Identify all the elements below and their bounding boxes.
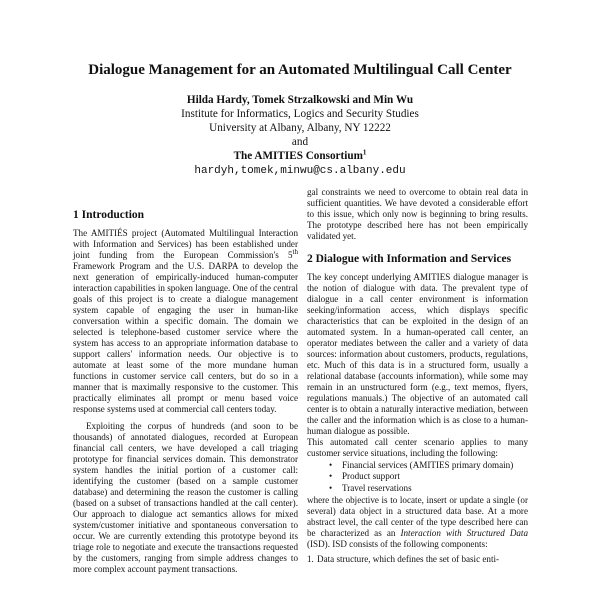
university-address: University at Albany, Albany, NY 12222 bbox=[209, 122, 391, 134]
intro-p1-text-b: Framework Program and the U.S. DARPA to develop the next generation of empirically-induced human-computer interaction capabilities in spoken language. One of the central goals of this project is to create a dialogue management system capable of engaging the user in human-like conversation within a specific domain. The domain we selected is telephone-based customer service where the system has access to an appropriate information database to support callers' information needs. Our objective is to automate at least some of the more mundane human functions in customer service call centers, but do so in a manner that is maximally responsive to the customer. This practically eliminates all prompt or menu based voice response systems used at commercial call centers today. bbox=[73, 261, 298, 414]
dialogue-paragraph-3: where the objective is to locate, insert or update a single (or several) data object in a structured data base. At a more abstract level, the call center of the type described here can be characterized as an Interaction with Structured Data (ISD). ISD consists of the following components: bbox=[307, 494, 529, 549]
author-block bbox=[0, 93, 600, 178]
author-email: hardyh,tomek,minwu@cs.albany.edu bbox=[194, 165, 406, 177]
section-heading-dialogue: 2 Dialogue with Information and Services bbox=[307, 253, 512, 265]
bullet-icon: • bbox=[329, 471, 333, 482]
paper-title: Dialogue Management for an Automated Multilingual Call Center bbox=[88, 62, 512, 78]
intro-p1-text-a: The AMITIÉS project (Automated Multilingual Interaction with Information and Services) has been established under joint funding from the European Commission's 5 bbox=[73, 228, 298, 260]
list-item: 1. Data structure, which defines the set of basic enti- bbox=[307, 553, 500, 564]
consortium-label: The AMITIES Consortium bbox=[233, 150, 363, 162]
and-separator: and bbox=[291, 136, 309, 148]
right-column bbox=[307, 187, 528, 565]
section-heading-introduction: 1 Introduction bbox=[73, 209, 145, 221]
intro-paragraph-2: Exploiting the corpus of hundreds (and soon to be thousands) of annotated dialogues, recorded at European financial call centers, we have developed a call triaging prototype for financial services domain. This demonstrator system handles the initial portion of a customer call: identifying the customer (based on a sample customer database) and determining the reason the customer is calling (based on a subset of transactions handled at the call center). Our approach to dialogue act semantics allows for mixed system/customer initiative and spontaneous conversation to occur. We are currently extending this prototype beyond its triage role to negotiate and execute the transactions requested by the customers, ranging from simple address changes to more complex account payment transactions. bbox=[73, 421, 298, 574]
bullet-icon: • bbox=[329, 460, 333, 470]
service-list bbox=[307, 460, 528, 494]
bullet-icon: • bbox=[329, 482, 333, 493]
isd-term: Interaction with Structured Data bbox=[400, 527, 529, 538]
left-column bbox=[73, 210, 298, 575]
consortium-name bbox=[0, 149, 600, 163]
intro-p1-superscript: th bbox=[292, 247, 298, 256]
list-item: • Product support bbox=[329, 471, 400, 482]
dialogue-paragraph-2: This automated call center scenario applies to many customer service situations, including the following: bbox=[307, 437, 528, 458]
consortium-footnote-mark: 1 bbox=[362, 148, 367, 157]
list-item: • Travel reservations bbox=[329, 482, 412, 493]
isd-components-list bbox=[307, 554, 528, 565]
dialogue-paragraph-1: The key concept underlying AMITIES dialogue manager is the notion of dialogue with data. The prevalent type of dialogue in a call center environment is information seeking/information access, which displays specific characteristics that can be exploited in the design of an automated system. In a human-operated call center, an operator mediates between the caller and a variety of data sources: information about customers, products, regulations, etc. Much of this data is in a structured form, usually a relational database (accounts information), while some may remain in an unstructured form (e.g., text memos, flyers, regulations manuals.) The objective of an automated call center is to obtain a naturally interactive mediation, between the caller and the information which is as close to a human-human dialogue as possible. bbox=[307, 272, 528, 436]
list-item: • Financial services (AMITIES primary domain) bbox=[329, 460, 514, 470]
intro-paragraph-1 bbox=[73, 228, 298, 415]
continued-paragraph: gal constraints we need to overcome to obtain real data in sufficient quantities. We have devoted a considerable effort to this issue, which only now is beginning to bring results. The prototype described here has not been empirically validated yet. bbox=[307, 187, 528, 241]
institute-name: Institute for Informatics, Logics and Security Studies bbox=[181, 108, 419, 120]
author-names: Hilda Hardy, Tomek Strzalkowski and Min Wu bbox=[186, 94, 414, 106]
list-number: 1. bbox=[307, 553, 314, 564]
